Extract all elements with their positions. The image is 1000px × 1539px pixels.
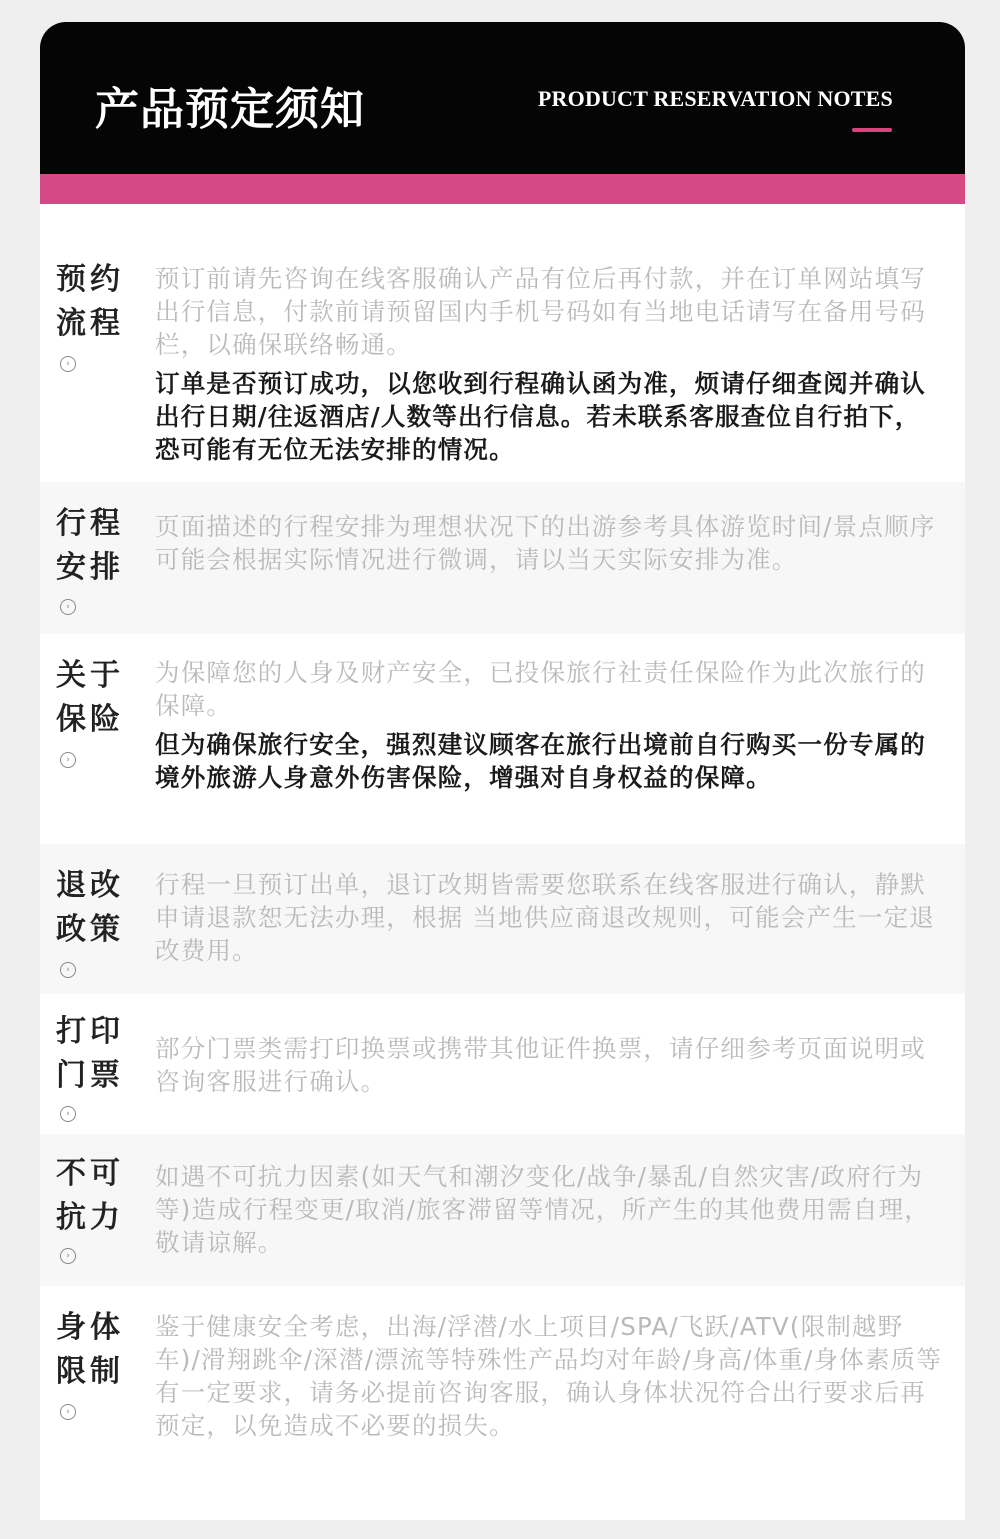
pink-divider-bar — [40, 174, 965, 204]
circle-arrow-icon: › — [60, 1404, 76, 1420]
section-body — [155, 1160, 945, 1259]
section-force-majeure — [40, 1134, 965, 1286]
section-title: 不可 抗力 — [56, 1156, 124, 1235]
circle-arrow-icon: › — [60, 752, 76, 768]
section-physical-restrictions — [40, 1286, 965, 1520]
section-text-light: 部分门票类需打印换票或携带其他证件换票，请仔细参考页面说明或咨询客服进行确认。 — [155, 1034, 926, 1096]
section-body — [155, 1032, 945, 1098]
section-body — [155, 510, 945, 576]
page-subtitle: PRODUCT RESERVATION NOTES — [537, 86, 893, 111]
section-text-light: 行程一旦预订出单，退订改期皆需要您联系在线客服进行确认，静默申请退款恕无法办理，根据 当地供应商退改规则，可能会产生一定退改费用。 — [155, 870, 935, 965]
section-text-light: 预订前请先咨询在线客服确认产品有位后再付款，并在订单网站填写出行信息，付款前请预留国内手机号码如有当地电话请写在备用号码栏，以确保联络畅通。 — [155, 264, 926, 359]
accent-underline — [852, 128, 892, 132]
section-text-light: 页面描述的行程安排为理想状况下的出游参考具体游览时间/景点顺序可能会根据实际情况进行微调，请以当天实际安排为准。 — [155, 512, 936, 574]
circle-arrow-icon: › — [60, 1248, 76, 1264]
section-insurance — [40, 634, 965, 844]
section-print-tickets — [40, 994, 965, 1134]
section-text-light: 如遇不可抗力因素(如天气和潮汐变化/战争/暴乱/自然灾害/政府行为等)造成行程变更/取消/旅客滞留等情况，所产生的其他费用需自理，敬请谅解。 — [155, 1162, 930, 1257]
section-text-bold: 但为确保旅行安全，强烈建议顾客在旅行出境前自行购买一份专属的境外旅游人身意外伤害保险，增强对自身权益的保障。 — [155, 730, 926, 792]
section-body — [155, 868, 945, 967]
section-title: 预约 流程 — [56, 262, 124, 341]
section-title: 关于 保险 — [56, 658, 124, 737]
section-body — [155, 656, 945, 794]
section-body — [155, 262, 945, 466]
section-refund-policy — [40, 844, 965, 994]
section-title: 身体 限制 — [56, 1310, 124, 1389]
section-title: 行程 安排 — [56, 506, 124, 585]
circle-arrow-icon: › — [60, 1106, 76, 1122]
section-itinerary — [40, 482, 965, 634]
circle-arrow-icon: › — [60, 962, 76, 978]
section-booking-process — [40, 204, 965, 482]
reservation-notes-card — [40, 22, 965, 1520]
page-title: 产品预定须知 — [95, 84, 365, 135]
section-text-light: 鉴于健康安全考虑，出海/浮潜/水上项目/SPA/飞跃/ATV(限制越野车)/滑翔跳伞/深潜/漂流等特殊性产品均对年龄/身高/体重/身体素质等有一定要求，请务必提前咨询客服，确认身体状况符合出行要求后再预定，以免造成不必要的损失。 — [155, 1312, 943, 1440]
section-text-light: 为保障您的人身及财产安全，已投保旅行社责任保险作为此次旅行的保障。 — [155, 658, 926, 720]
circle-arrow-icon: › — [60, 599, 76, 615]
section-text-bold: 订单是否预订成功，以您收到行程确认函为准，烦请仔细查阅并确认出行日期/往返酒店/人数等出行信息。若未联系客服查位自行拍下，恐可能有无位无法安排的情况。 — [155, 369, 926, 464]
section-title: 退改 政策 — [56, 868, 124, 947]
section-body — [155, 1310, 945, 1442]
section-title: 打印 门票 — [56, 1014, 124, 1093]
circle-arrow-icon: › — [60, 356, 76, 372]
header-banner — [40, 22, 965, 174]
